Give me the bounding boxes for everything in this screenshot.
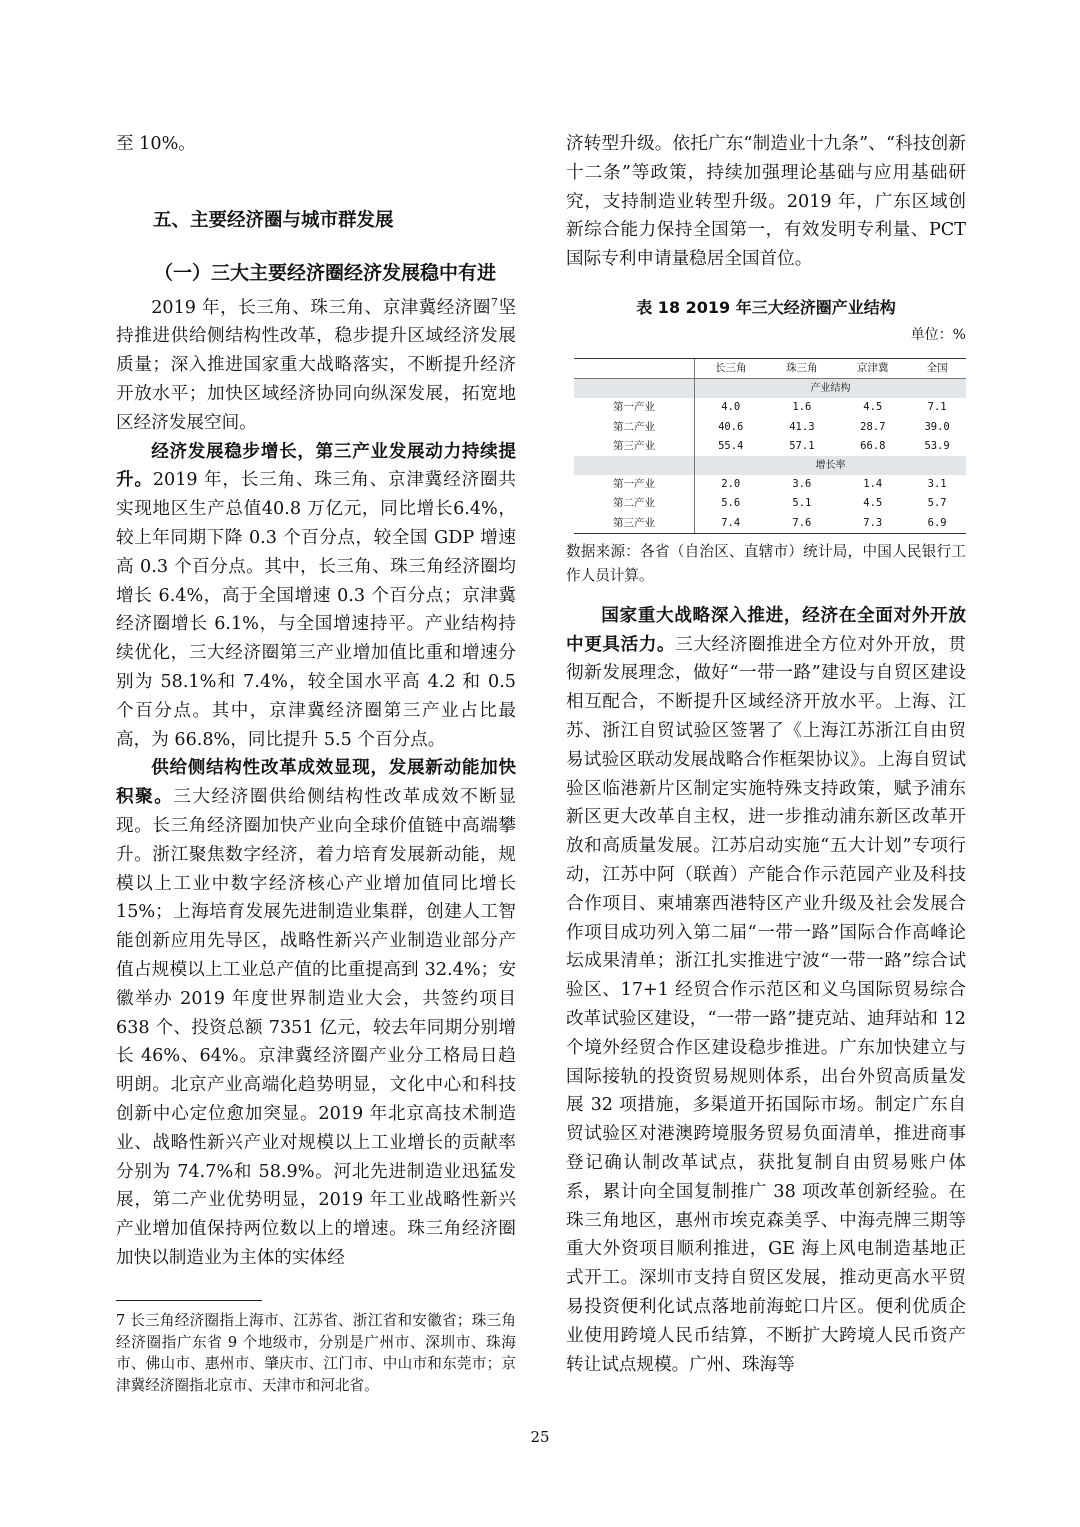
paragraph-intro-text-a: 2019 年，长三角、珠三角、京津冀经济圈 — [151, 297, 491, 318]
table-row-label: 第三产业 — [613, 439, 655, 452]
left-column — [116, 130, 516, 1273]
table-header-row — [574, 358, 966, 378]
table-header-jjj: 京津冀 — [837, 358, 908, 378]
table-cell: 7.3 — [837, 514, 908, 534]
intro-line: 至 10%。 — [116, 134, 196, 154]
table-cell: 1.4 — [863, 478, 883, 491]
paragraph-intro — [116, 294, 516, 438]
table-cell: 57.1 — [789, 439, 815, 452]
table-cell: 39.0 — [924, 420, 950, 433]
table-source: 数据来源：各省（自治区、直辖市）统计局，中国人民银行工作人员计算。 — [566, 542, 966, 584]
table-cell: 4.5 — [863, 401, 883, 414]
table-section-spacer — [574, 456, 695, 475]
paragraph-growth — [116, 438, 516, 755]
table-section-row — [574, 456, 966, 475]
table-row-label: 第二产业 — [613, 497, 655, 510]
table-cell: 4.0 — [695, 398, 767, 417]
table-cell: 55.4 — [695, 437, 767, 456]
table-row — [574, 398, 966, 417]
paragraph-supply-side-lead: 供给侧结构性改革成效显现，发展新动能加快积聚。 — [116, 758, 516, 808]
footnote-text: 7 长三角经济圈指上海市、江苏省、浙江省和安徽省；珠三角经济圈指广东省 9 个地级市，分别是广州市、深圳市、珠海市、佛山市、惠州市、肇庆市、江门市、中山市和东莞市；京津冀经济圈指北京市、天津市和河北省。 — [116, 1312, 516, 1394]
table-row-label: 第一产业 — [613, 478, 655, 491]
paragraph-opening-up-lead: 国家重大战略深入推进，经济在全面对外开放中更具活力。 — [566, 605, 966, 655]
table-row — [574, 437, 966, 456]
table-header-pearl: 珠三角 — [766, 358, 837, 378]
table-section-spacer — [574, 379, 695, 399]
table-cell: 41.3 — [789, 420, 815, 433]
paragraph-supply-side — [116, 754, 516, 1272]
table-title: 表 18 2019 年三大经济圈产业结构 — [636, 297, 896, 317]
table-cell: 3.1 — [927, 478, 947, 491]
table-cell: 4.5 — [863, 497, 883, 510]
table-cell: 5.7 — [927, 497, 947, 510]
subsection-title: （一）三大主要经济圈经济发展稳中有进 — [154, 261, 497, 284]
industry-structure-table — [574, 358, 966, 534]
paragraph-opening-up-text: 三大经济圈推进全方位对外开放，贯彻新发展理念，做好“一带一路”建设与自贸区建设相互配合，不断提升区域经济开放水平。上海、江苏、浙江自贸试验区签署了《上海江苏浙江自由贸易试验区联动发展战略合作框架协议》。上海自贸试验区临港新片区制定实施特殊支持政策，赋予浦东新区更大改革自主权，进一步推动浦东新区改革开放和高质量发展。江苏启动实施“五大计划”专项行动，江苏中阿（联酋）产能合作示范园产业及科技合作项目、柬埔寨西港特区产业升级及社会发展合作项目成功列入第二届“一带一路”国际合作高峰论坛成果清单；浙江扎实推进宁波“一带一路”综合试验区、17+1 经贸合作示范区和义乌国际贸易综合改革试验区建设，“一带一路”捷克站、迪拜站和 12 个境外经贸合作区建设稳步推进。广东加快建立与国际接轨的投资贸易规则体系，出台外贸高质量发展 32 项措施，多渠道开拓国际市场。制定广东自贸试验区对港澳跨境服务贸易负面清单，推进商事登记确认制改革试点，获批复制自由贸易账户体系，累计向全国复制推广 38 项改革创新经验。在珠三角地区，惠州市埃克森美孚、中海壳牌三期等重大外资项目顺利推进，GE 海上风电制造基地正式开工。深圳市支持自贸区发展，推动更高水平贸易投资便利化试点落地前海蛇口片区。便利优质企业使用跨境人民币结算，不断扩大跨境人民币资产转让试点规模。广州、珠海等 — [566, 634, 966, 1375]
table-section-label: 产业结构 — [695, 379, 967, 399]
table-cell: 3.6 — [792, 478, 812, 491]
table-section-row — [574, 379, 966, 399]
table-row-label: 第一产业 — [613, 401, 655, 414]
table-cell: 7.6 — [766, 514, 837, 534]
table-row — [574, 514, 966, 534]
table-cell: 7.1 — [927, 401, 947, 414]
paragraph-continued: 济转型升级。依托广东“制造业十九条”、“科技创新十二条”等政策，持续加强理论基础与应用基础研究，支持制造业转型升级。2019 年，广东区域创新综合能力保持全国第一，有效发明专利量、PCT 国际专利申请量稳居全国首位。 — [566, 134, 966, 270]
table-header-blank — [574, 358, 695, 378]
paragraph-growth-text: 2019 年，长三角、珠三角、京津冀经济圈共实现地区生产总值40.8 万亿元，同比增长6.4%，较上年同期下降 0.3 个百分点，较全国 GDP 增速高 0.3 个百分点。其中，长三角、珠三角经济圈均增长 6.4%，高于全国增速 0.3 个百分点；京津冀经济圈增长 6.1%，与全国增速持平。产业结构持续优化，三大经济圈第三产业增加值比重和增速分别为 58.1%和 7.4%，较全国水平高 4.2 和 0.5 个百分点。其中，京津冀经济圈第三产业占比最高，为 66.8%，同比提升 5.5 个百分点。 — [116, 470, 516, 750]
table-cell: 66.8 — [860, 439, 886, 452]
table-row — [574, 494, 966, 513]
section-title: 五、主要经济圈与城市群发展 — [153, 209, 394, 231]
table-cell: 53.9 — [924, 439, 950, 452]
table-cell: 40.6 — [695, 418, 767, 437]
table-row — [574, 418, 966, 437]
table-cell: 7.4 — [695, 514, 767, 534]
paragraph-growth-lead: 经济发展稳步增长，第三产业发展动力持续提升。 — [116, 441, 516, 491]
table-header-national: 全国 — [908, 358, 966, 378]
footnote-divider — [116, 1300, 262, 1301]
table-cell: 5.1 — [792, 497, 812, 510]
table-unit: 单位：% — [910, 326, 966, 343]
table-cell: 1.6 — [792, 401, 812, 414]
table-row-label: 第二产业 — [613, 420, 655, 433]
table-cell: 2.0 — [695, 475, 767, 494]
table-cell: 5.6 — [695, 494, 767, 513]
table-cell: 28.7 — [860, 420, 886, 433]
right-column — [566, 130, 966, 1379]
table-row-label: 第三产业 — [574, 514, 695, 534]
table-section-label: 增长率 — [695, 456, 967, 475]
table-cell: 6.9 — [908, 514, 966, 534]
paragraph-intro-text-b: 坚持推进供给侧结构性改革，稳步提升区域经济发展质量；深入推进国家重大战略落实，不断提升经济开放水平；加快区域经济协同向纵深发展，拓宽地区经济发展空间。 — [116, 297, 516, 433]
footnote — [116, 1310, 516, 1396]
table-header-yangtze: 长三角 — [695, 358, 767, 378]
paragraph-opening-up — [566, 602, 966, 1380]
table-row — [574, 475, 966, 494]
page-number: 25 — [530, 1428, 550, 1446]
paragraph-supply-side-text: 三大经济圈供给侧结构性改革成效不断显现。长三角经济圈加快产业向全球价值链中高端攀升。浙江聚焦数字经济，着力培育发展新动能，规模以上工业中数字经济核心产业增加值同比增长 15%；上海培育发展先进制造业集群，创建人工智能创新应用先导区，战略性新兴产业制造业部分产值占规模以上工业总产值的比重提高到 32.4%；安徽举办 2019 年度世界制造业大会，共签约项目 638 个、投资总额 7351 亿元，较去年同期分别增长 46%、64%。京津冀经济圈产业分工格局日趋明朗。北京产业高端化趋势明显，文化中心和科技创新中心定位愈加突显。2019 年北京高技术制造业、战略性新兴产业对规模以上工业增长的贡献率分别为 74.7%和 58.9%。河北先进制造业迅猛发展，第二产业优势明显，2019 年工业战略性新兴产业增加值保持两位数以上的增速。珠三角经济圈加快以制造业为主体的实体经 — [116, 787, 516, 1268]
footnote-ref: 7 — [490, 295, 498, 309]
